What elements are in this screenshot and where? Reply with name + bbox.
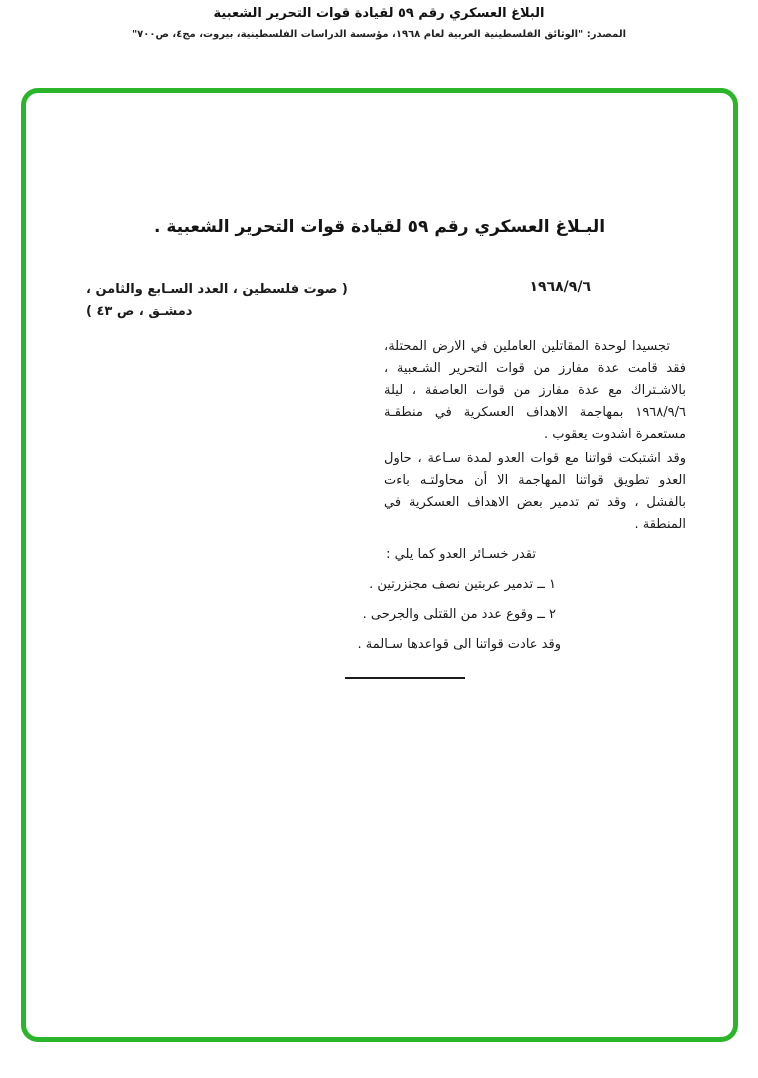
- document-citation: [86, 279, 348, 323]
- losses-item-2: ٢ ــ وقوع عدد من القتلى والجرحى .: [362, 607, 556, 622]
- closing-line: وقد عادت قواتنا الى قواعدها سـالمة .: [357, 637, 561, 652]
- page-header-source: المصدر: "الوثائق الفلسطينية العربية لعام ١٩٦٨، مؤسسة الدراسات الفلسطينية، بيروت، مج٤، ص٧٠٠": [131, 29, 627, 40]
- document-title: البـلاغ العسكري رقم ٥٩ لقيادة قوات التحرير الشعبية .: [153, 217, 606, 237]
- page-header: [0, 6, 758, 40]
- document-paragraph-2: وقد اشتبكت قواتنا مع قوات العدو لمدة سـاعة ، حاول العدو تطويق قواتنا المهاجمة الا أن محاولتـه باءت بالفشل ، وقد تم تدمير بعض الاهداف العسكرية في المنطقة .: [384, 451, 686, 532]
- losses-item-1: ١ ــ تدمير عربتين نصف مجنزرتين .: [369, 577, 556, 592]
- losses-heading: تقدر خسـائر العدو كما يلي :: [386, 547, 536, 562]
- document-body: [357, 336, 686, 656]
- document-scan-frame: [21, 88, 738, 1042]
- document-citation-line-1: ( صوت فلسطين ، العدد السـابع والثامن ،: [86, 282, 348, 297]
- document-date: ١٩٦٨/٩/٦: [529, 279, 591, 295]
- page-header-title: البلاغ العسكري رقم ٥٩ لقيادة قوات التحرير الشعبية: [213, 6, 545, 21]
- signature-divider: [345, 677, 465, 679]
- document-meta-row: [86, 279, 591, 323]
- document-paragraph-1: تجسيدا لوحدة المقاتلين العاملين في الارض المحتلة، فقد قامت عدة مفارز من قوات التحرير الشـعبية ، بالاشـتراك مع عدة مفارز من قوات العاصفة ، ليلة ١٩٦٨/٩/٦ بمهاجمة الاهداف العسكرية في منطقـة مستعمرة اشدوت يعقوب .: [384, 339, 686, 442]
- document-citation-line-2: دمشـق ، ص ٤٣ ): [86, 304, 193, 319]
